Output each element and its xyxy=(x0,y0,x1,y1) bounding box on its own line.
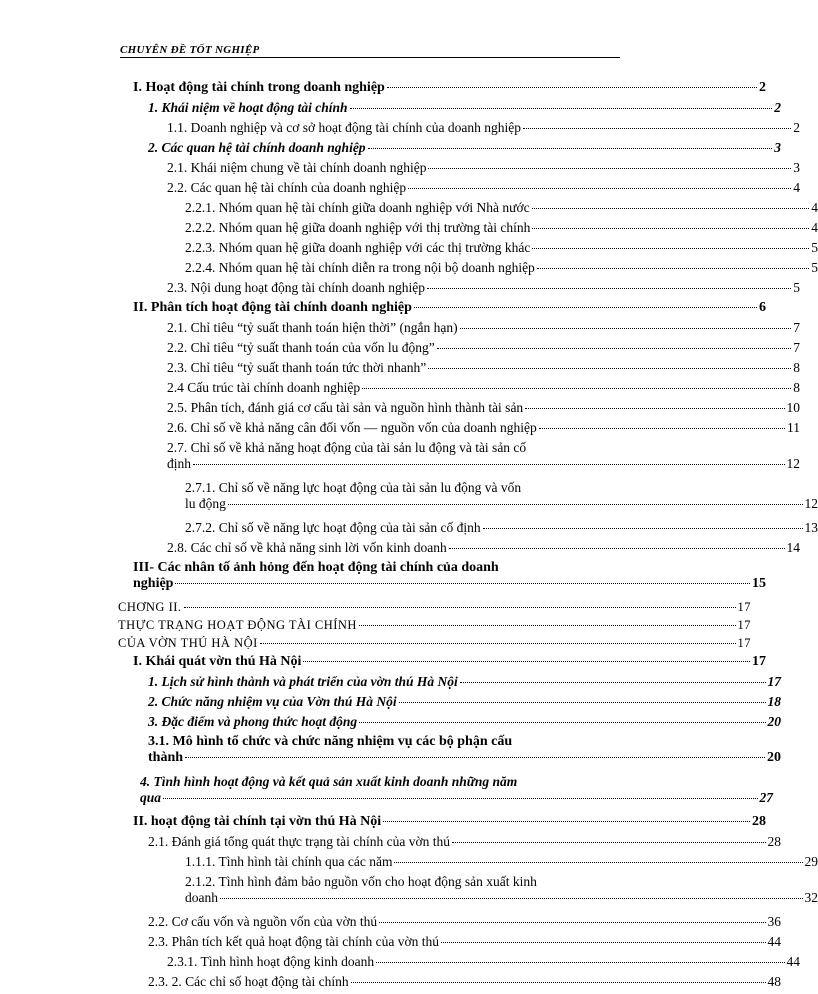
toc-entry[interactable]: 2.4 Cấu trúc tài chính doanh nghiệp 8 xyxy=(167,380,800,395)
toc-entry[interactable]: 2.7. Chỉ số về khả năng hoạt động của tài sản lu động và tài sản cố định 12 xyxy=(167,440,800,471)
toc-entry[interactable]: 2.1. Đánh giá tổng quát thực trạng tài chính của vờn thú 28 xyxy=(148,834,781,849)
toc-entry[interactable]: 2.2.1. Nhóm quan hệ tài chính giữa doanh nghiệp với Nhà nước 4 xyxy=(185,200,818,215)
toc-entry[interactable]: 2.2.4. Nhóm quan hệ tài chính diễn ra trong nội bộ doanh nghiệp 5 xyxy=(185,260,818,275)
toc-entry[interactable]: 2.3. Phân tích kết quả hoạt động tài chính của vờn thú 44 xyxy=(148,934,781,949)
toc-entry[interactable]: II. hoạt động tài chính tại vờn thú Hà Nội 28 xyxy=(133,814,766,829)
toc-entry[interactable]: 1. Lịch sử hình thành và phát triển của vờn thú Hà Nội 17 xyxy=(148,674,781,689)
toc-entry[interactable]: CỦA VỜN THÚ HÀ NỘI 17 xyxy=(118,636,751,650)
toc-entry[interactable]: THỰC TRẠNG HOẠT ĐỘNG TÀI CHÍNH 17 xyxy=(118,618,751,632)
toc-entry[interactable]: 2.2.3. Nhóm quan hệ giữa doanh nghiệp với các thị trường khác 5 xyxy=(185,240,818,255)
toc-entry[interactable]: 1.1.1. Tình hình tài chính qua các năm 29 xyxy=(185,854,818,869)
toc-entry[interactable]: 3. Đặc điểm và phong thức hoạt động 20 xyxy=(148,714,781,729)
toc-entry[interactable]: 1. Khái niệm về hoạt động tài chính 2 xyxy=(148,100,781,115)
table-of-contents xyxy=(0,80,818,994)
toc-entry[interactable]: 2.6. Chỉ số về khả năng cân đối vốn — nguồn vốn của doanh nghiệp 11 xyxy=(167,420,800,435)
page-header: CHUYÊN ĐỀ TỐT NGHIỆP xyxy=(120,44,260,56)
header-divider xyxy=(120,57,620,58)
toc-entry[interactable]: 2.7.1. Chỉ số về năng lực hoạt động của tài sản lu động và vốn lu động 12 xyxy=(185,480,818,511)
toc-entry[interactable]: I. Khái quát vờn thú Hà Nội 17 xyxy=(133,654,766,669)
toc-entry[interactable]: II. Phân tích hoạt động tài chính doanh nghiệp 6 xyxy=(133,300,766,315)
toc-entry[interactable]: 2.1. Khái niệm chung về tài chính doanh nghiệp 3 xyxy=(167,160,800,175)
toc-entry[interactable]: 2.2. Chỉ tiêu “tỷ suất thanh toán của vốn lu động” 7 xyxy=(167,340,800,355)
toc-entry[interactable]: 2. Chức năng nhiệm vụ của Vờn thú Hà Nội 18 xyxy=(148,694,781,709)
toc-entry[interactable]: 2.3. Nội dung hoạt động tài chính doanh nghiệp 5 xyxy=(167,280,800,295)
toc-entry[interactable]: 4. Tình hình hoạt động và kết quả sản xuất kinh doanh những năm qua 27 xyxy=(140,774,773,805)
toc-entry[interactable]: 2.1. Chỉ tiêu “tỷ suất thanh toán hiện thời” (ngắn hạn) 7 xyxy=(167,320,800,335)
toc-entry[interactable]: 3.1. Mô hình tổ chức và chức năng nhiệm vụ các bộ phận cấu thành 20 xyxy=(148,734,781,765)
toc-entry[interactable]: I. Hoạt động tài chính trong doanh nghiệp 2 xyxy=(133,80,766,95)
toc-entry[interactable]: 2.3. Chỉ tiêu “tỷ suất thanh toán tức thời nhanh” 8 xyxy=(167,360,800,375)
toc-entry[interactable]: 2.2.2. Nhóm quan hệ giữa doanh nghiệp với thị trường tài chính 4 xyxy=(185,220,818,235)
toc-entry[interactable]: III- Các nhân tố ảnh hỏng đến hoạt động tài chính của doanh nghiệp 15 xyxy=(133,560,766,591)
toc-entry[interactable]: 2.2. Cơ cấu vốn và nguồn vốn của vờn thú 36 xyxy=(148,914,781,929)
toc-entry[interactable]: 2.2. Các quan hệ tài chính của doanh nghiệp 4 xyxy=(167,180,800,195)
toc-entry[interactable]: CHƠNG II. 17 xyxy=(118,600,751,614)
toc-entry[interactable]: 1.1. Doanh nghiệp và cơ sở hoạt động tài chính của doanh nghiệp 2 xyxy=(167,120,800,135)
toc-entry[interactable]: 2. Các quan hệ tài chính doanh nghiệp 3 xyxy=(148,140,781,155)
toc-entry[interactable]: 2.3. 2. Các chỉ số hoạt động tài chính 48 xyxy=(148,974,781,989)
toc-entry[interactable]: 2.1.2. Tình hình đảm bảo nguồn vốn cho hoạt động sản xuất kinh doanh 32 xyxy=(185,874,818,905)
toc-entry[interactable]: 2.3.1. Tình hình hoạt động kinh doanh 44 xyxy=(167,954,800,969)
toc-entry[interactable]: 2.8. Các chỉ số về khả năng sinh lời vốn kinh doanh 14 xyxy=(167,540,800,555)
toc-entry[interactable]: 2.7.2. Chỉ số về năng lực hoạt động của tài sản cố định 13 xyxy=(185,520,818,535)
toc-entry[interactable]: 2.5. Phân tích, đánh giá cơ cấu tài sản và nguồn hình thành tài sản 10 xyxy=(167,400,800,415)
